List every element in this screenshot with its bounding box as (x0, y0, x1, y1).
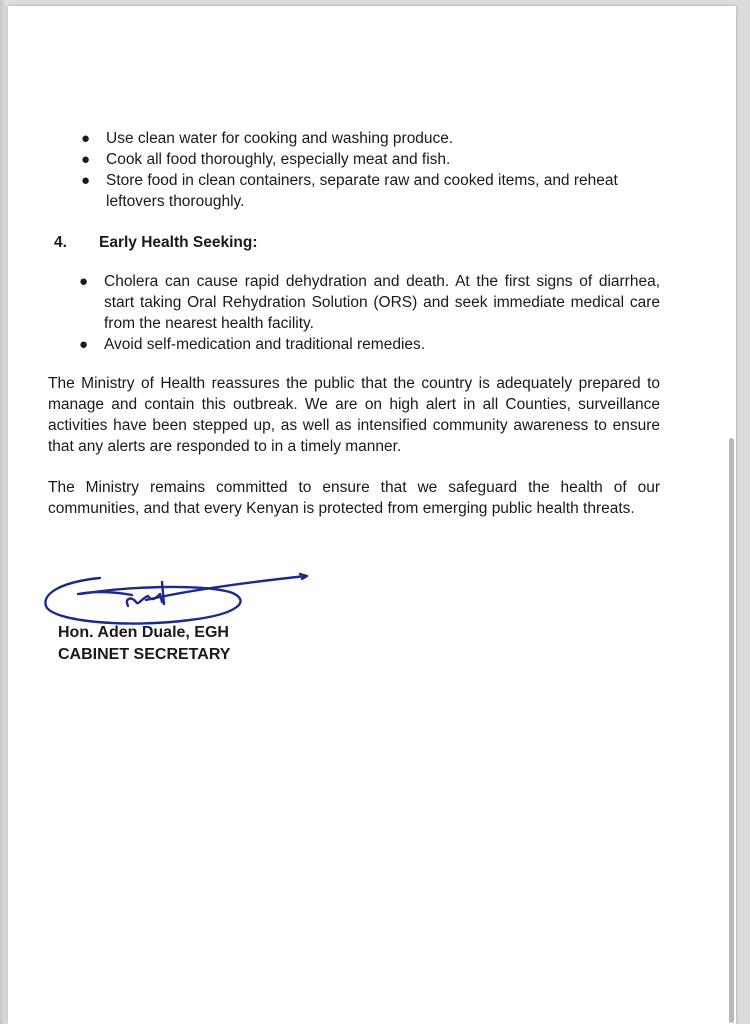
signatory-title: CABINET SECRETARY (58, 646, 231, 663)
paragraph-commitment: The Ministry remains committed to ensure that we safeguard the health of our communities, and that every Kenyan is protected from emerging public health threats. (48, 479, 660, 517)
viewer-background-edge (0, 0, 8, 1024)
signatory-block (58, 622, 230, 666)
list-item: ● Cook all food thoroughly, especially meat and fish. (81, 151, 451, 168)
bullet-icon: ● (79, 273, 89, 290)
bullet-icon: ● (81, 130, 91, 147)
list-item: ● Avoid self-medication and traditional remedies. (79, 336, 426, 353)
signatory-name: Hon. Aden Duale, EGH (58, 624, 229, 641)
vertical-scrollbar[interactable] (729, 438, 734, 1023)
document-body (48, 128, 660, 519)
bullet-icon: ● (81, 172, 91, 189)
paragraph-reassurance: The Ministry of Health reassures the public that the country is adequately prepared to manage and contain this outbreak. We are on high alert in all Counties, surveillance activities have been stepped up, as well as intensified community awareness to ensure that any alerts are responded to in a timely manner. (48, 375, 660, 455)
list-item: ● Store food in clean containers, separate raw and cooked items, and reheat leftovers thoroughly. (81, 172, 618, 210)
bullet-icon: ● (79, 336, 89, 353)
list-item: ● Cholera can cause rapid dehydration and death. At the first signs of diarrhea, start taking Oral Rehydration Solution (ORS) and seek immediate medical care from the nearest health facility. (79, 273, 660, 332)
list-item: ● Use clean water for cooking and washing produce. (81, 130, 454, 147)
food-safety-list (81, 128, 660, 212)
health-seeking-list (79, 271, 660, 355)
section-heading (54, 232, 660, 253)
bullet-icon: ● (81, 151, 91, 168)
section-number: 4. (54, 234, 67, 251)
section-title: Early Health Seeking: (99, 234, 258, 251)
